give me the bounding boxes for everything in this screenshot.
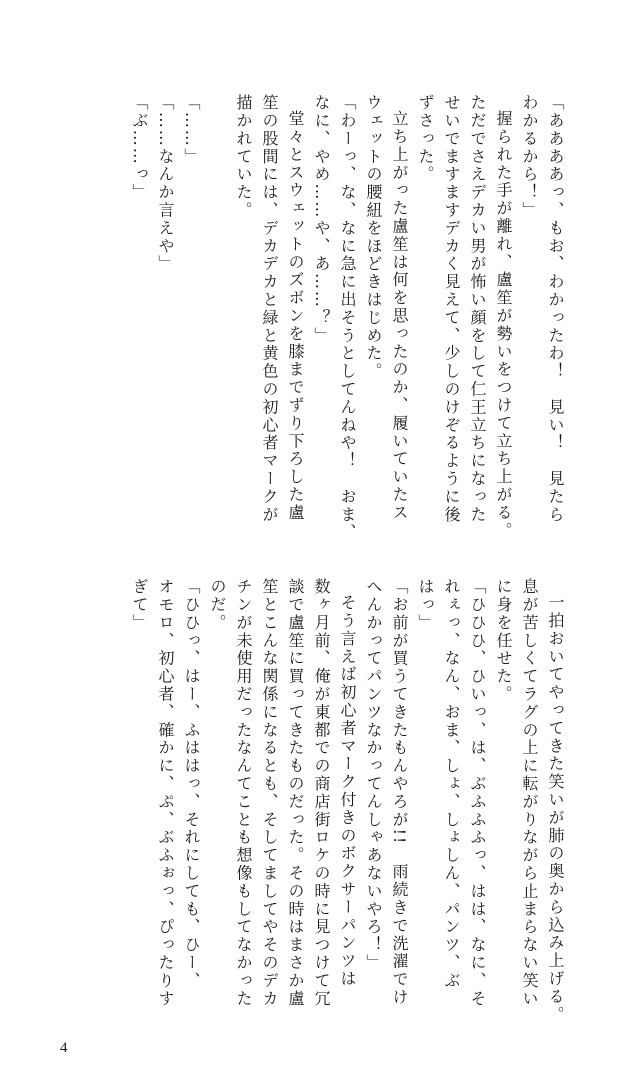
text-line: ただでさえデカい男が怖い顔をして仁王立ちになった [468,94,487,524]
text-line: チンが未使用だったなんてことも想像もしてなかった [234,578,253,1008]
text-line: 「……なんか言えや」 [156,94,175,273]
text-line: のだ。 [208,578,227,632]
text-line: 「ひひひ、ひいっ、は、ぶふふふっ、はは、なに、そ [468,578,487,1008]
text-line: オモロ、初心者、確かに、ぷ、ぶふぉっ、ぴったりす [156,578,175,1008]
text-line: 数ヶ月前、俺が東都での商店街ロケの時に見つけて冗 [312,578,331,1008]
text-line: はっ」 [416,578,435,632]
text-line: 立ち上がった盧笙は何を思ったのか、履いていたス [390,110,409,522]
text-line: 描かれていた。 [234,94,253,220]
text-line: 「ひひっ、はー、ふははっ、それにしても、ひー、 [182,578,201,990]
text-line: ぎて」 [130,578,149,632]
text-line: 「……」 [182,94,201,166]
text-line: 「わーっ、な、なに急に出そうとしてんねや！ おま、 [338,94,357,542]
text-line: せいでますますデカく見えて、少しのけぞるように後 [442,94,461,524]
text-line: へんかってパンツなかってんしゃあないやろ！」 [364,578,383,972]
text-line: 堂々とスウェットのズボンを膝までずり下ろした盧 [286,110,305,522]
text-line: 笙とこんな関係になるとも、そしてましてやそのデカ [260,578,279,1008]
text-line: 息が苦しくてラグの上に転がりながら止まらない笑い [520,578,539,1008]
text-line [204,94,230,534]
text-block-upper [126,94,568,542]
text-line: 談で盧笙に買ってきたものだった。その時はまさか盧 [286,578,305,1008]
text-line: 「ああああっ、もお、わかったわ！ 見い！ 見たら [546,94,565,524]
text-line: ウェットの腰紐をほどきはじめた。 [364,94,383,381]
text-line: に身を任せた。 [494,578,513,704]
text-line: そう言えば初心者マーク付きのボクサーパンツは [338,594,357,988]
page-number: 4 [60,1040,68,1056]
text-line: 「お前が買うてきたもんやろが!! 雨続きで洗濯でけ [390,578,409,1007]
text-block-lower [126,578,568,1024]
text-line: 一拍おいてやってきた笑いが肺の奥から込み上げる。 [546,594,565,1024]
text-line: れぇっ、なん、おま、しょ、しょしん、パンツ、ぶ [442,578,461,990]
text-line: 握られた手が離れ、盧笙が勢いをつけて立ち上がる。 [494,110,513,540]
text-line: 笙の股間には、デカデカと緑と黄色の初心者マークが [260,94,279,524]
text-line: ずさった。 [416,94,435,184]
text-line: なに、やめ……や、あ……？」 [312,94,331,345]
text-line: わかるから！」 [520,94,539,220]
text-line: 「ぶ……っ」 [130,94,149,202]
